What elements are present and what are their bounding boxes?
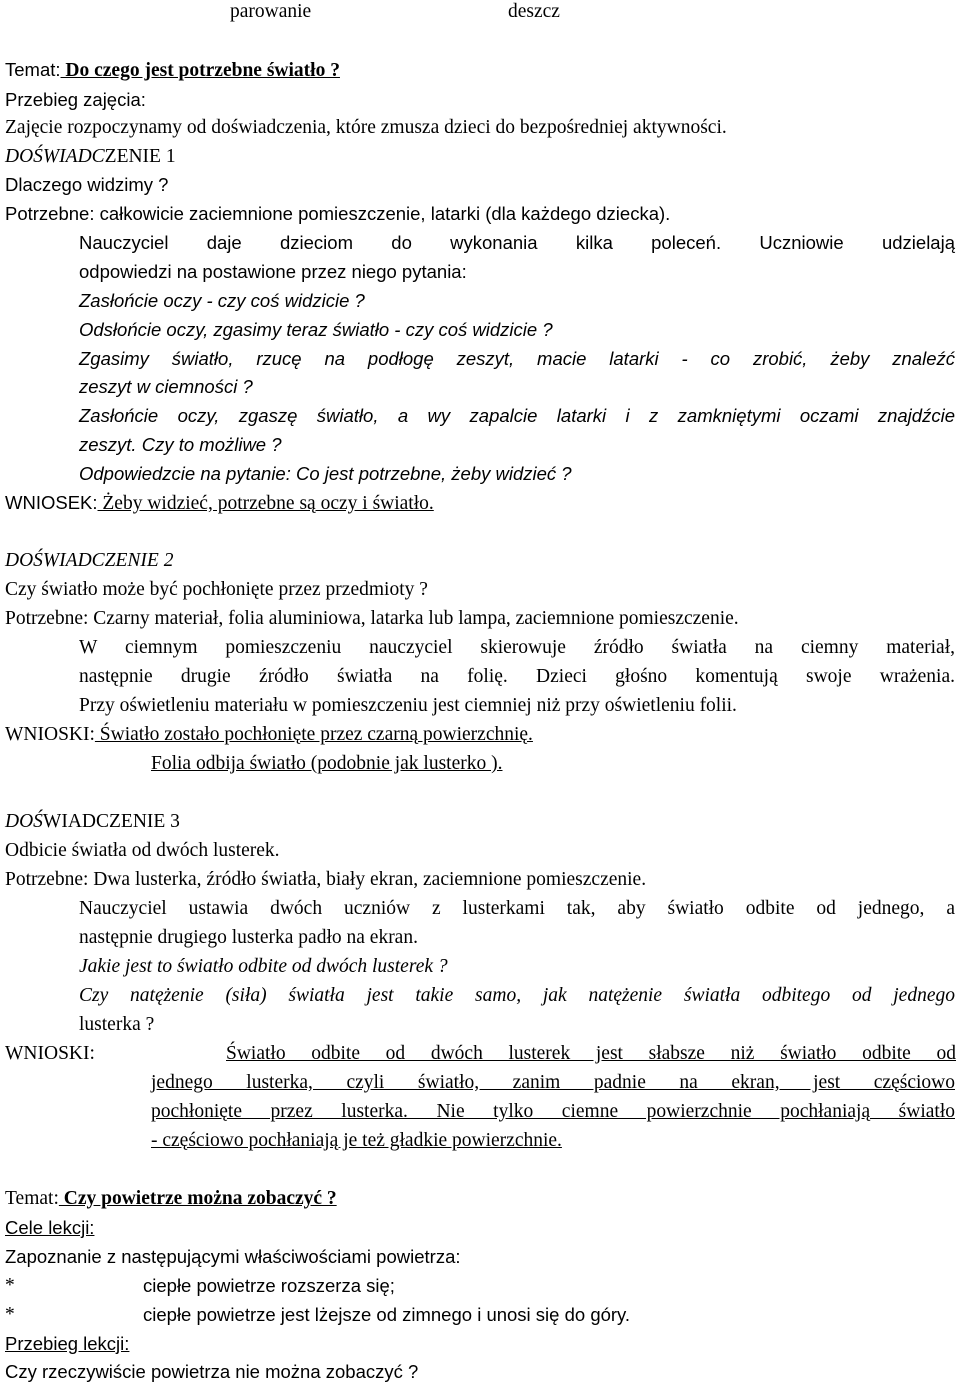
exp3-question: Odbicie światła od dwóch lusterek. — [5, 840, 280, 861]
exp2-question: Czy światło może być pochłonięte przez przedmioty ? — [5, 579, 428, 600]
goals-list-item — [5, 1274, 15, 1298]
exp1-needed: Potrzebne: całkowicie zaciemnione pomieszczenie, latarki (dla każdego dziecka). — [5, 203, 671, 224]
exp3-needed: Potrzebne: Dwa lusterka, źródło światła, biały ekran, zaciemnione pomieszczenie. — [5, 869, 647, 890]
exp3-question-2-line1: Czy natężenie (siła) światła jest takie samo, jak natężenie światła odbitego od jednego — [79, 985, 955, 1006]
exp1-conclusion-text: Żeby widzieć, potrzebne są oczy i światło. — [97, 493, 434, 514]
exp2-needed: Potrzebne: Czarny materiał, folia aluminiowa, latarka lub lampa, zaciemnione pomieszczenie. — [5, 608, 739, 629]
exp3-conclusion-label: WNIOSKI: — [5, 1043, 95, 1064]
exp1-question-1: Zasłońcie oczy - czy coś widzicie ? — [79, 290, 365, 311]
topic1-label: Temat: — [5, 59, 61, 80]
exp2-title: DOŚWIADCZENIE 2 — [5, 550, 174, 571]
exp3-question-1: Jakie jest to światło odbite od dwóch lusterek ? — [79, 956, 448, 977]
course-intro: Zajęcie rozpoczynamy od doświadczenia, które zmusza dzieci do bezpośredniej aktywności. — [5, 117, 727, 138]
goals-label: Cele lekcji: — [5, 1217, 95, 1238]
exp1-question-3-line2: zeszyt w ciemności ? — [79, 376, 253, 397]
exp1-conclusion — [5, 491, 434, 516]
exp1-paragraph-line1: Nauczyciel daje dzieciom do wykonania kilka poleceń. Uczniowie udzielają — [79, 232, 955, 253]
exp2-conclusion — [5, 723, 533, 747]
exp3-conclusion-line1: Światło odbite od dwóch lusterek jest słabsze niż światło odbite od — [226, 1043, 956, 1064]
topic2-label: Temat: — [5, 1188, 59, 1209]
exp1-conclusion-label: WNIOSEK: — [5, 492, 98, 513]
goals-intro: Zapoznanie z następującymi właściwościami powietrza: — [5, 1246, 461, 1267]
exp2-conclusion-label: WNIOSKI: — [5, 724, 95, 745]
exp3-conclusion-line2: jednego lusterka, czyli światło, zanim padnie na ekran, jest częściowo — [151, 1072, 955, 1093]
exp3-conclusion-line3: pochłonięte przez lusterka. Nie tylko ciemne powierzchnie pochłaniają światło — [151, 1101, 955, 1122]
bullet: * — [5, 1275, 15, 1296]
topic1-title: Do czego jest potrzebne światło ? — [60, 60, 340, 81]
topic2-heading — [5, 1187, 337, 1211]
topic2-title: Czy powietrze można zobaczyć ? — [58, 1188, 337, 1209]
exp2-conclusion-text-1: Światło zostało pochłonięte przez czarną powierzchnię. — [94, 724, 533, 745]
exp2-paragraph-2: Przy oświetleniu materiału w pomieszczeniu jest ciemniej niż przy oświetleniu folii. — [79, 695, 737, 716]
exp2-paragraph-line1: W ciemnym pomieszczeniu nauczyciel skierowuje źródło światła na ciemny materiał, — [79, 637, 955, 658]
header-right: deszcz — [508, 1, 560, 22]
exp1-question-2: Odsłońcie oczy, zgasimy teraz światło - czy coś widzicie ? — [79, 319, 553, 340]
course-label: Przebieg zajęcia: — [5, 89, 146, 110]
exp3-title: DOŚWIADCZENIE 3 — [5, 811, 180, 832]
goals-list-item-text: ciepłe powietrze rozszerza się; — [143, 1275, 395, 1296]
exp1-title: DOŚWIADCZENIE 1 — [5, 146, 176, 167]
exp2-conclusion-text-2: Folia odbija światło (podobnie jak lusterko ). — [151, 753, 503, 774]
exp1-question-4-line1: Zasłońcie oczy, zgaszę światło, a wy zapalcie latarki i z zamkniętymi oczami znajdźcie — [79, 405, 955, 426]
exp1-question: Dlaczego widzimy ? — [5, 174, 169, 195]
bullet: * — [5, 1304, 15, 1325]
exp1-question-5: Odpowiedzcie na pytanie: Co jest potrzebne, żeby widzieć ? — [79, 463, 572, 484]
exp2-paragraph-line2: następnie drugie źródło światła na folię. Dzieci głośno komentują swoje wrażenia. — [79, 666, 955, 687]
exp3-question-2-line2: lusterka ? — [79, 1014, 155, 1035]
exp1-question-3-line1: Zgasimy światło, rzucę na podłogę zeszyt, macie latarki - co zrobić, żeby znaleźć — [79, 348, 955, 369]
goals-list-item — [5, 1303, 15, 1327]
exp1-question-4-line2: zeszyt. Czy to możliwe ? — [79, 434, 282, 455]
header-left: parowanie — [230, 1, 312, 22]
goals-list-item-text: ciepłe powietrze jest lżejsze od zimnego i unosi się do góry. — [143, 1304, 631, 1325]
exp3-conclusion-line4: - częściowo pochłaniają je też gładkie powierzchnie. — [151, 1130, 562, 1151]
course2-question: Czy rzeczywiście powietrza nie można zobaczyć ? — [5, 1361, 419, 1382]
course2-label: Przebieg lekcji: — [5, 1333, 130, 1354]
exp3-paragraph-line2: następnie drugiego lusterka padło na ekran. — [79, 927, 418, 948]
exp1-paragraph-line2: odpowiedzi na postawione przez niego pytania: — [79, 261, 467, 282]
exp3-paragraph-line1: Nauczyciel ustawia dwóch uczniów z lusterkami tak, aby światło odbite od jednego, a — [79, 898, 955, 919]
topic1-heading — [5, 58, 340, 83]
